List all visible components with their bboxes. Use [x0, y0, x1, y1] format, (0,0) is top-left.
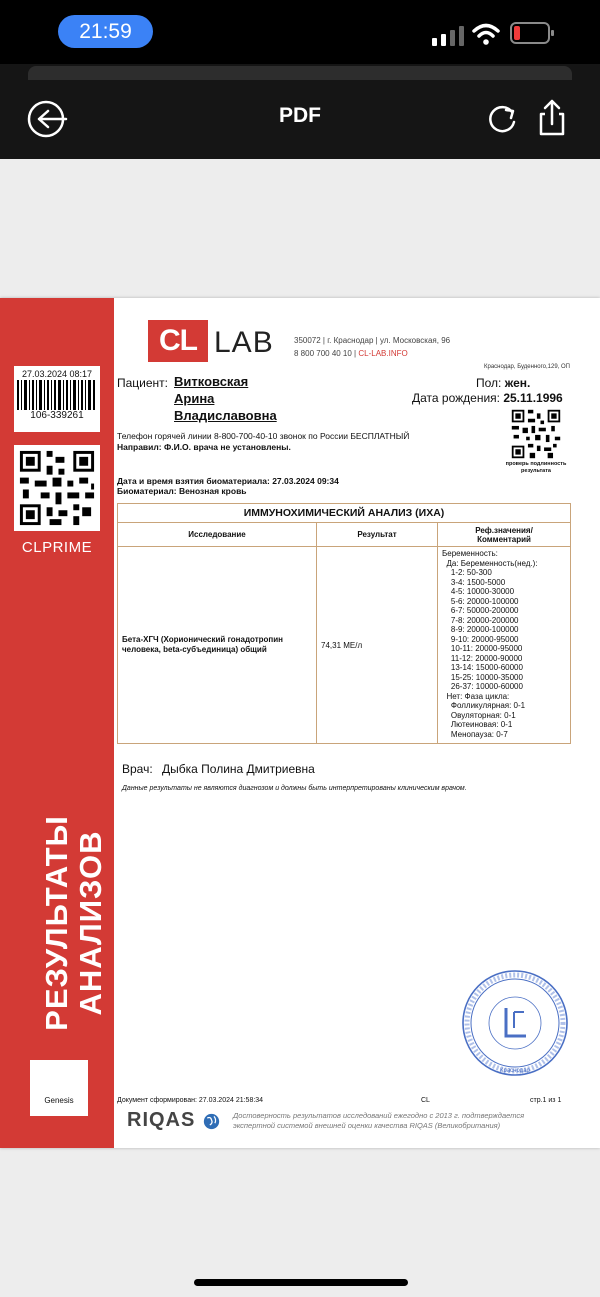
- riqas-logo: RIQAS: [127, 1109, 196, 1131]
- page-number: стр.1 из 1: [530, 1097, 562, 1104]
- patient-label: Пациент:: [117, 376, 169, 390]
- barcode-icon: [17, 380, 97, 410]
- hotline-text: Телефон горячей линии 8-800-700-40-10 звонок по России БЕСПЛАТНЫЙ: [117, 431, 410, 441]
- col-ref: [438, 523, 571, 547]
- battery-icon: [510, 22, 550, 44]
- dob-label: Дата рождения:: [412, 391, 500, 405]
- generated-date: Документ сформирован: 27.03.2024 21:58:34: [117, 1097, 264, 1104]
- row-result: 74,31 МЕ/л: [317, 547, 438, 744]
- globe-icon: [203, 1113, 220, 1130]
- patient-surname: Витковская: [174, 374, 249, 389]
- riqas-note-2: экспертной системой внешней оценки качества RIQAS (Великобритания): [233, 1121, 501, 1130]
- doctor-field: [122, 762, 315, 776]
- reload-button[interactable]: [480, 98, 524, 142]
- footer-code: CL: [421, 1097, 430, 1104]
- lab-branch: Краснодар, Буденного,129, ОП: [484, 364, 570, 370]
- col-result: Результат: [317, 523, 438, 547]
- verify-qr-caption-2: результата: [521, 468, 551, 474]
- vertical-title-line-1: РЕЗУЛЬТАТЫ: [39, 815, 74, 1031]
- biomaterial: Биоматериал: Венозная кровь: [117, 486, 247, 496]
- sheet-handle: [28, 66, 572, 80]
- verify-qr-caption-1: проверь подлинность: [505, 461, 567, 467]
- sample-stamp: [14, 366, 100, 432]
- seal-stamp-icon: [460, 968, 570, 1078]
- brand-clprime: CLPRIME: [21, 539, 93, 556]
- lab-contacts: [294, 349, 408, 358]
- status-time: 21:59: [58, 15, 153, 48]
- row-test: Бета-ХГЧ (Хорионический гонадотропин человека, beta-субъединица) общий: [118, 547, 317, 744]
- seal-text: Краснодар: [500, 1068, 530, 1074]
- dob-value: 25.11.1996: [503, 391, 563, 405]
- verify-qr-caption: [498, 461, 574, 475]
- cellular-signal-icon: [432, 24, 464, 46]
- wifi-icon: [472, 22, 500, 46]
- share-button[interactable]: [530, 96, 574, 140]
- sample-number: 106-339261: [30, 410, 84, 421]
- table-row: [118, 547, 571, 744]
- referred-by: Направил: Ф.И.О. врача не установлены.: [117, 442, 291, 452]
- genesis-label: Genesis: [30, 1060, 88, 1116]
- table-title: ИММУНОХИМИЧЕСКИЙ АНАЛИЗ (ИХА): [118, 504, 571, 523]
- qr-code-icon: [14, 445, 100, 531]
- results-table: [117, 503, 571, 744]
- riqas-note: [233, 1111, 524, 1131]
- riqas-note-1: Достоверность результатов исследований ежегодно с 2013 г. подтверждается: [233, 1111, 525, 1120]
- col-ref-line-2: Комментарий: [477, 534, 531, 544]
- row-refs: Беременность: Да: Беременность(нед.): 1-2: 50-300 3-4: 1500-5000 4-5: 10000-30000 5-6: 20000-100000 6-7: 50000-200000 7-8: 20000-200000 8-9: 20000-100000 9-10: 20000-95000 10-11: 20000-95000 11-12: 20000-90000 13-14: 15000-60000 15-25: 10000-35000 26-37: 10000-60000 Нет: Фаза цикла: Фолликулярная: 0-1 Овуляторная: 0-1 Лютеиновая: 0-1 Менопауза: 0-7: [438, 547, 571, 744]
- doctor-label: Врач:: [122, 762, 153, 776]
- logo-cl: CL: [148, 320, 208, 362]
- sex-label: Пол:: [476, 376, 502, 390]
- col-test: Исследование: [118, 523, 317, 547]
- lab-phone: 8 800 700 40 10 |: [294, 349, 357, 358]
- lab-website[interactable]: CL-LAB.INFO: [358, 349, 408, 358]
- sample-time: Дата и время взятия биоматериала: 27.03.2024 09:34: [117, 476, 339, 486]
- verify-qr-code-icon: [510, 408, 562, 460]
- sex-field: [476, 376, 530, 390]
- patient-patronymic: Владиславовна: [174, 408, 277, 423]
- col-ref-line-1: Реф.значения/: [475, 525, 533, 535]
- patient-name: Арина: [174, 391, 215, 406]
- back-button[interactable]: [26, 97, 70, 141]
- vertical-title-line-2: АНАЛИЗОВ: [73, 830, 108, 1016]
- disclaimer: Данные результаты не являются диагнозом и должны быть интерпретированы клиническим врачом.: [122, 785, 467, 792]
- home-indicator[interactable]: [194, 1279, 408, 1286]
- dob-field: [412, 391, 563, 405]
- doctor-name: Дыбка Полина Дмитриевна: [162, 762, 315, 776]
- lab-address: 350072 | г. Краснодар | ул. Московская, 96: [294, 336, 451, 345]
- stamp-date: 27.03.2024 08:17: [21, 369, 93, 379]
- nav-title: PDF: [279, 104, 321, 127]
- logo-lab: LAB: [214, 326, 274, 359]
- sex-value: жен.: [504, 376, 531, 390]
